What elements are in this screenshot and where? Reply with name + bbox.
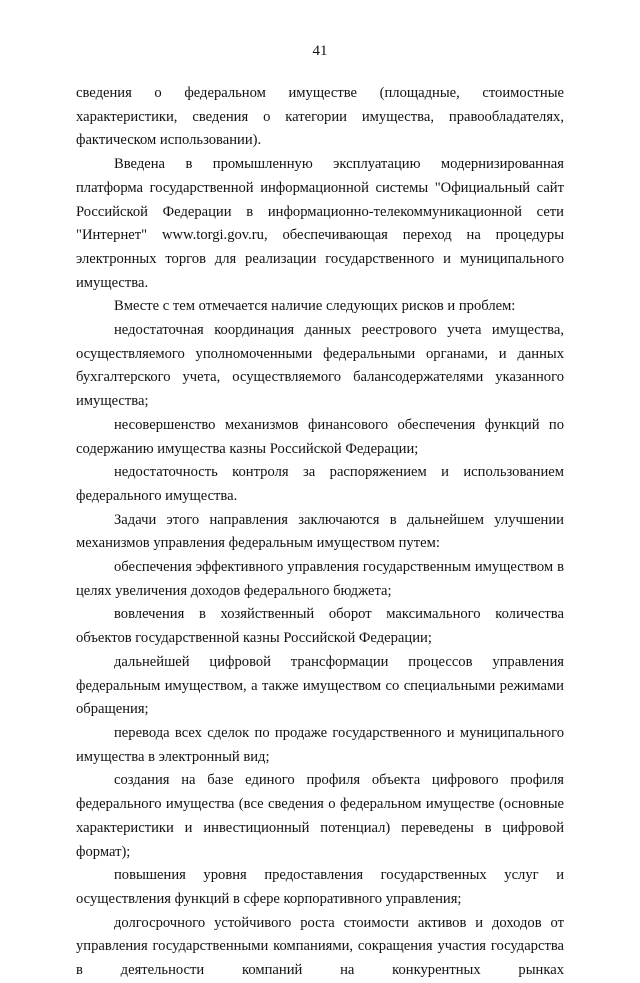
paragraph-task-digital-transformation: дальнейшей цифровой трансформации процессов управления федеральным имуществом, а также имуществом со специальными режимами обращения; [76, 653, 564, 718]
paragraph-risks-intro: Вместе с тем отмечается наличие следующих рисков и проблем: [114, 298, 516, 315]
paragraph-task-electronic-deals: перевода всех сделок по продаже государственного и муниципального имущества в электронный вид; [76, 724, 564, 765]
paragraph-task-economic-turnover: вовлечения в хозяйственный оборот максимального количества объектов государственной казны Российской Федерации; [76, 606, 564, 647]
paragraph-task-public-services: повышения уровня предоставления государственных услуг и осуществления функций в сфере корпоративного управления; [76, 867, 564, 907]
body-text [76, 82, 564, 983]
paragraph-task-effective-management: обеспечения эффективного управления государственным имуществом в целях увеличения доходов федерального бюджета; [76, 559, 564, 599]
page-number: 41 [312, 43, 328, 59]
paragraph-tasks-intro: Задачи этого направления заключаются в дальнейшем улучшении механизмов управления федеральным имуществом путем: [76, 511, 564, 552]
paragraph-risk-control: недостаточность контроля за распоряжением и использованием федерального имущества. [76, 464, 564, 504]
paragraph-risk-coordination: недостаточная координация данных реестрового учета имущества, осуществляемого уполномоченными федеральными органами, и данных бухгалтерского учета, осуществляемого балансодержателями указанного имущества; [76, 322, 564, 410]
paragraph-property-info-continuation: сведения о федеральном имуществе (площадные, стоимостные характеристики, сведения о категории имущества, правообладателях, фактическом использовании). [76, 85, 564, 149]
paragraph-task-digital-profile: создания на базе единого профиля объекта цифрового профиля федерального имущества (все сведения о федеральном имуществе (основные характеристики и инвестиционный потенциал) переведены в цифровой формат); [76, 772, 564, 860]
paragraph-torgi-platform: Введена в промышленную эксплуатацию модернизированная платформа государственной информационной системы "Официальный сайт Российской Федерации в информационно-телекоммуникационной сети "Интернет" www.torgi.gov.ru, обеспечивающая переход на процедуры электронных торгов для реализации государственного и муниципального имущества. [76, 156, 564, 291]
paragraph-task-asset-growth: долгосрочного устойчивого роста стоимости активов и доходов от управления государственными компаниями, сокращения участия государства в деятельности компаний на конкурентных рынках [76, 914, 564, 979]
paragraph-risk-financing: несовершенство механизмов финансового обеспечения функций по содержанию имущества казны Российской Федерации; [76, 416, 564, 457]
